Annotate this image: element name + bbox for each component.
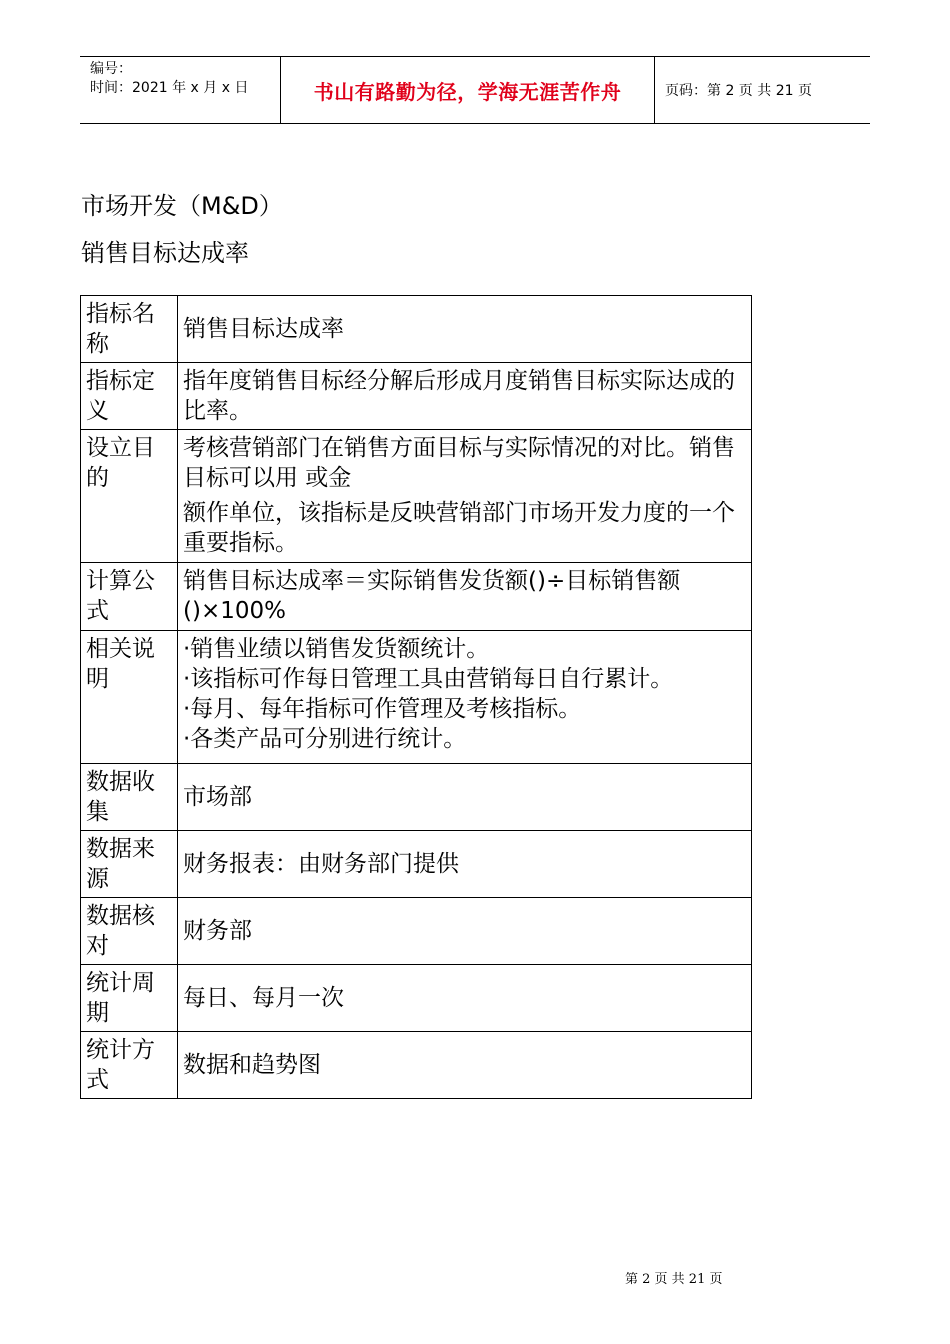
- row-value-line: ·各类产品可分别进行统计。: [183, 726, 467, 752]
- table-row: [81, 296, 752, 363]
- table-row: [81, 430, 752, 563]
- row-value-line: 销售目标达成率: [183, 316, 344, 342]
- page-header: [80, 56, 870, 124]
- row-value-line: 指年度销售目标经分解后形成月度销售目标实际达成的比率。: [183, 368, 735, 424]
- row-label: 统计方式: [81, 1032, 178, 1099]
- table-row: [81, 631, 752, 764]
- row-value-line: 额作单位，该指标是反映营销部门市场开发力度的一个重要指标。: [183, 500, 735, 556]
- row-value-line: 财务报表：由财务部门提供: [183, 851, 459, 877]
- row-value: [178, 831, 752, 898]
- row-value: [178, 1032, 752, 1099]
- row-value-line: ·该指标可作每日管理工具由营销每日自行累计。: [183, 666, 674, 692]
- row-label: 数据核对: [81, 898, 178, 965]
- row-value-line: ·销售业绩以销售发货额统计。: [183, 636, 490, 662]
- header-page-info: 页码：第 2 页 共 21 页: [665, 83, 812, 99]
- row-value: [178, 898, 752, 965]
- row-label: 计算公式: [81, 563, 178, 631]
- row-value: [178, 563, 752, 631]
- row-value: [178, 965, 752, 1032]
- row-value: [178, 764, 752, 831]
- page-footer: 第 2 页 共 21 页: [625, 1272, 723, 1287]
- row-value-line: ·每月、每年指标可作管理及考核指标。: [183, 696, 582, 722]
- table-row: [81, 965, 752, 1032]
- row-value-line: 数据和趋势图: [183, 1052, 321, 1078]
- row-value-line: 考核营销部门在销售方面目标与实际情况的对比。销售目标可以用 或金: [183, 435, 735, 491]
- row-value: [178, 296, 752, 363]
- row-label: 数据收集: [81, 764, 178, 831]
- table-row: [81, 831, 752, 898]
- row-label: 数据来源: [81, 831, 178, 898]
- table-row: [81, 363, 752, 430]
- header-motto: 书山有路勤为径，学海无涯苦作舟: [280, 57, 655, 123]
- header-meta: [80, 57, 280, 123]
- row-label: 指标名称: [81, 296, 178, 363]
- section-title: 市场开发（M&D）: [81, 192, 283, 220]
- table-row: [81, 563, 752, 631]
- kpi-table: [80, 295, 752, 1099]
- table-row: [81, 1032, 752, 1099]
- row-value-line: 每日、每月一次: [183, 985, 344, 1011]
- row-value: [178, 430, 752, 563]
- row-value-line: 财务部: [183, 918, 252, 944]
- row-value: [178, 363, 752, 430]
- row-value-line: 销售目标达成率＝实际销售发货额()÷目标销售额()×100%: [183, 568, 681, 624]
- row-label: 统计周期: [81, 965, 178, 1032]
- row-label: 指标定义: [81, 363, 178, 430]
- time-label: 时间：2021 年 x 月 x 日: [90, 80, 249, 96]
- row-value-line: 市场部: [183, 784, 252, 810]
- row-value: [178, 631, 752, 764]
- row-label: 设立目的: [81, 430, 178, 563]
- subtitle: 销售目标达成率: [81, 239, 249, 267]
- row-label: 相关说明: [81, 631, 178, 764]
- table-row: [81, 898, 752, 965]
- number-label: 编号：: [90, 61, 132, 77]
- table-row: [81, 764, 752, 831]
